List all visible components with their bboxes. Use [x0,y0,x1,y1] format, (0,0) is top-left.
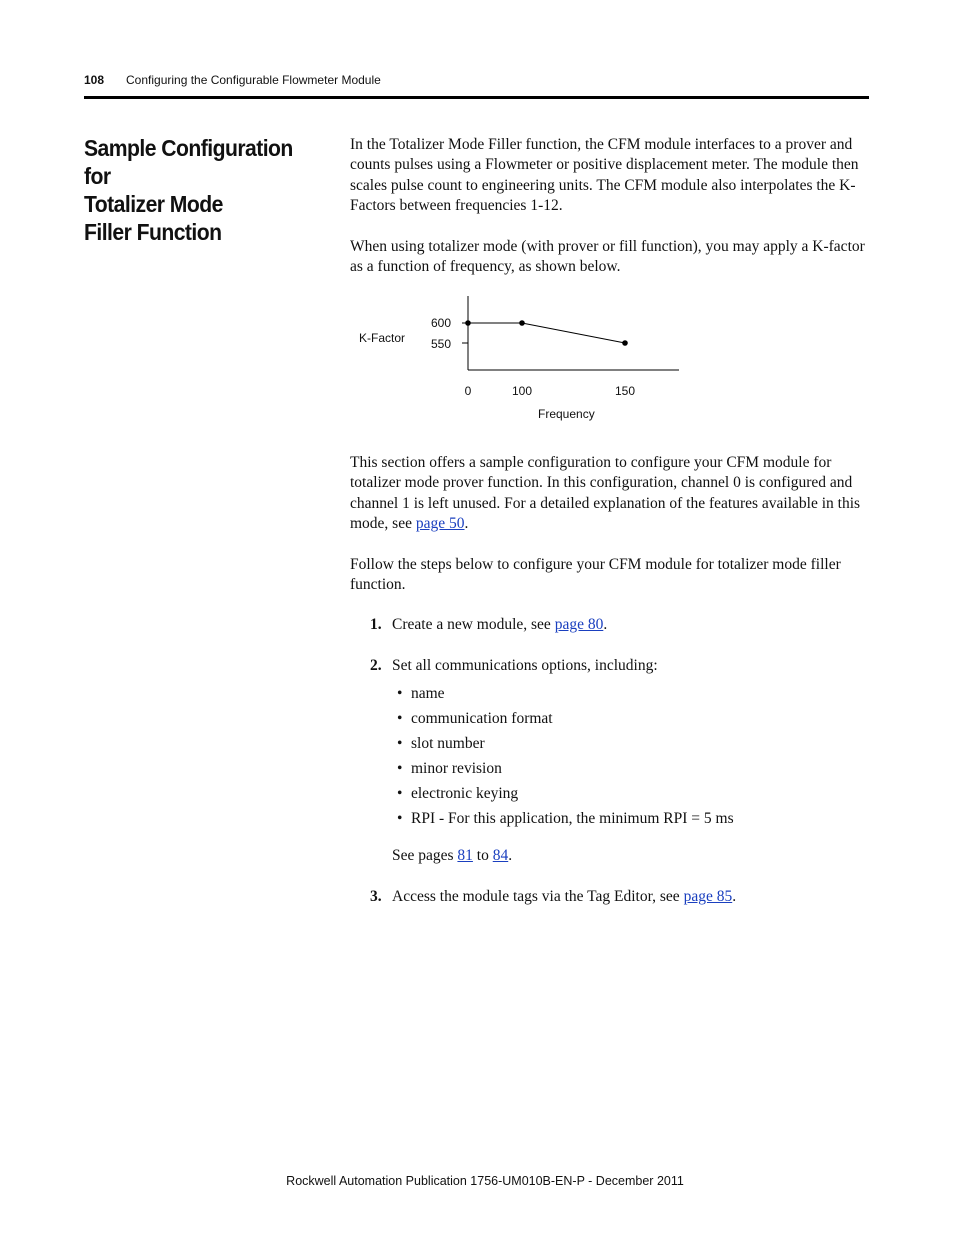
list-item: • RPI - For this application, the minimum RPI = 5 ms [397,806,734,831]
step-1-number: 1. [370,616,382,633]
step-2 [370,656,870,676]
kfactor-chart [350,290,690,430]
sample-config-paragraph [350,453,870,534]
sample-config-end: . [464,514,469,532]
page-50-link[interactable]: page 50 [415,514,465,532]
page-85-link[interactable]: page 85 [683,888,733,905]
step-2-text: Set all communications options, including: [392,657,658,674]
kfactor-paragraph: When using totalizer mode (with prover or fill function), you may apply a K-factor as a function of frequency, as shown below. [350,238,865,276]
step-1-text: Create a new module, see [392,616,555,633]
see-pages-pre: See pages [392,847,458,864]
list-item: • name [397,681,734,706]
page-80-link[interactable]: page 80 [554,616,604,633]
kfactor-points [465,320,628,346]
step-3-text: Access the module tags via the Tag Editor, see [392,888,684,905]
communication-options-list [397,681,734,831]
x-tick-label-0: 0 [464,384,472,398]
y-tick-label-550: 550 [430,337,451,351]
footer-publication: Rockwell Automation Publication 1756-UM010B-EN-P - December 2011 [286,1174,684,1188]
step-3 [370,887,870,907]
kfactor-series-line [468,323,625,343]
chart-ylabel: K-Factor [359,331,406,345]
list-item: • communication format [397,706,734,731]
chart-xlabel: Frequency [538,407,595,421]
data-point-2 [622,340,628,346]
heading-line-2: Totalizer Mode [84,191,223,217]
list-item: • electronic keying [397,781,734,806]
page-number: 108 [84,73,105,87]
list-item: • slot number [397,731,734,756]
intro-paragraph: In the Totalizer Mode Filler function, the CFM module interfaces to a prover and counts pulses using a Flowmeter or positive displacement meter. The module then scales pulse count to engineering units. The CFM module also interpolates the K-Factors between frequencies 1-12. [350,136,859,214]
page-84-link[interactable]: 84 [492,847,509,864]
data-point-0 [465,320,471,326]
step-3-number: 3. [370,888,382,905]
x-tick-label-100: 100 [511,384,533,398]
step-2-number: 2. [370,657,382,674]
see-pages-end: . [508,847,513,864]
list-item: • minor revision [397,756,734,781]
sample-config-text: This section offers a sample configuration to configure your CFM module for totalizer mode prover function. In this configuration, channel 0 is configured and channel 1 is left unused. For a detailed explanation of the features available in this mode, see [350,454,861,532]
step-1 [370,615,870,635]
y-tick-label-600: 600 [430,316,451,330]
data-point-1 [519,320,525,326]
heading-line-3: Filler Function [84,219,222,245]
running-header-title: Configuring the Configurable Flowmeter Module [126,73,381,87]
see-pages-mid: to [472,847,493,864]
header-rule [84,96,869,99]
step-3-end: . [732,888,737,905]
section-heading [84,134,309,246]
step-1-end: . [603,616,608,633]
heading-line-1: Sample Configuration for [84,135,293,189]
x-tick-label-150: 150 [614,384,636,398]
see-pages-note [392,846,512,866]
page-81-link[interactable]: 81 [457,847,473,864]
follow-steps-paragraph: Follow the steps below to configure your CFM module for totalizer mode filler function. [350,556,841,594]
